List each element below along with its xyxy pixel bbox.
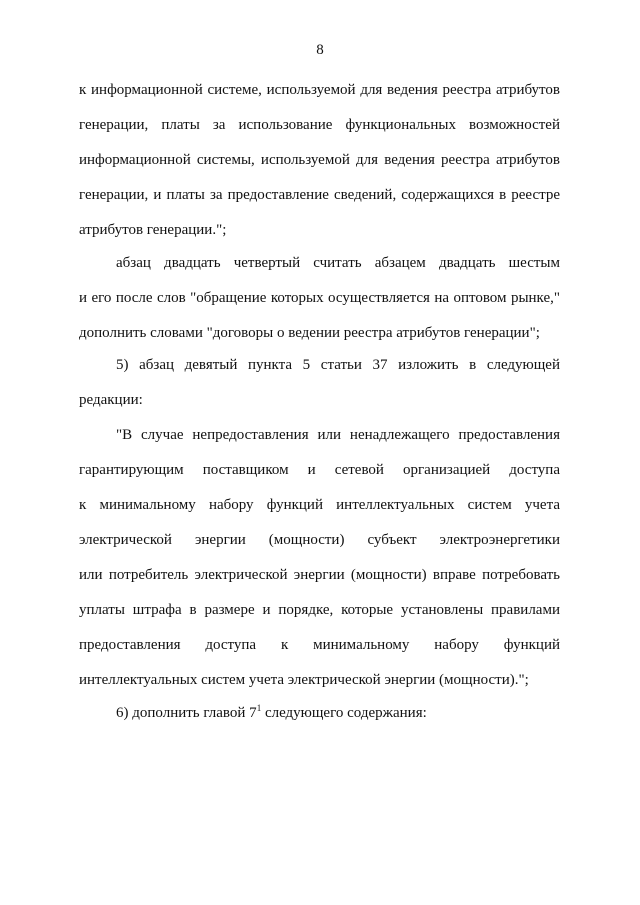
text-line: к минимальному набору функций интеллектуальных систем учета — [79, 497, 560, 513]
paragraph-first-line: 5) абзац девятый пункта 5 статьи 37 изложить в следующей — [116, 357, 560, 373]
page-number: 8 — [316, 42, 324, 58]
text-line: или потребитель электрической энергии (мощности) вправе потребовать — [79, 567, 560, 583]
paragraph-first-line — [116, 703, 560, 723]
text-line: информационной системы, используемой для ведения реестра атрибутов — [79, 152, 560, 168]
superscript: 1 — [256, 703, 262, 713]
text-line: к информационной системе, используемой для ведения реестра атрибутов — [79, 82, 560, 98]
text-fragment: 6) дополнить главой 7 — [116, 705, 257, 721]
text-line: и его после слов "обращение которых осуществляется на оптовом рынке," — [79, 290, 560, 306]
text-line: редакции: — [79, 392, 143, 408]
text-line: электрической энергии (мощности) субъект электроэнергетики — [79, 532, 560, 548]
text-line: генерации, платы за использование функциональных возможностей — [79, 117, 560, 133]
paragraph-first-line: абзац двадцать четвертый считать абзацем двадцать шестым — [116, 255, 560, 271]
text-line: уплаты штрафа в размере и порядке, которые установлены правилами — [79, 602, 560, 618]
text-line: дополнить словами "договоры о ведении реестра атрибутов генерации"; — [79, 325, 540, 341]
paragraph-first-line: "В случае непредоставления или ненадлежащего предоставления — [116, 427, 560, 443]
text-fragment: следующего содержания: — [261, 705, 427, 721]
text-line: генерации, и платы за предоставление сведений, содержащихся в реестре — [79, 187, 560, 203]
text-line: предоставления доступа к минимальному набору функций — [79, 637, 560, 653]
text-line: атрибутов генерации."; — [79, 222, 227, 238]
text-line: гарантирующим поставщиком и сетевой организацией доступа — [79, 462, 560, 478]
text-line: интеллектуальных систем учета электрической энергии (мощности)."; — [79, 672, 529, 688]
